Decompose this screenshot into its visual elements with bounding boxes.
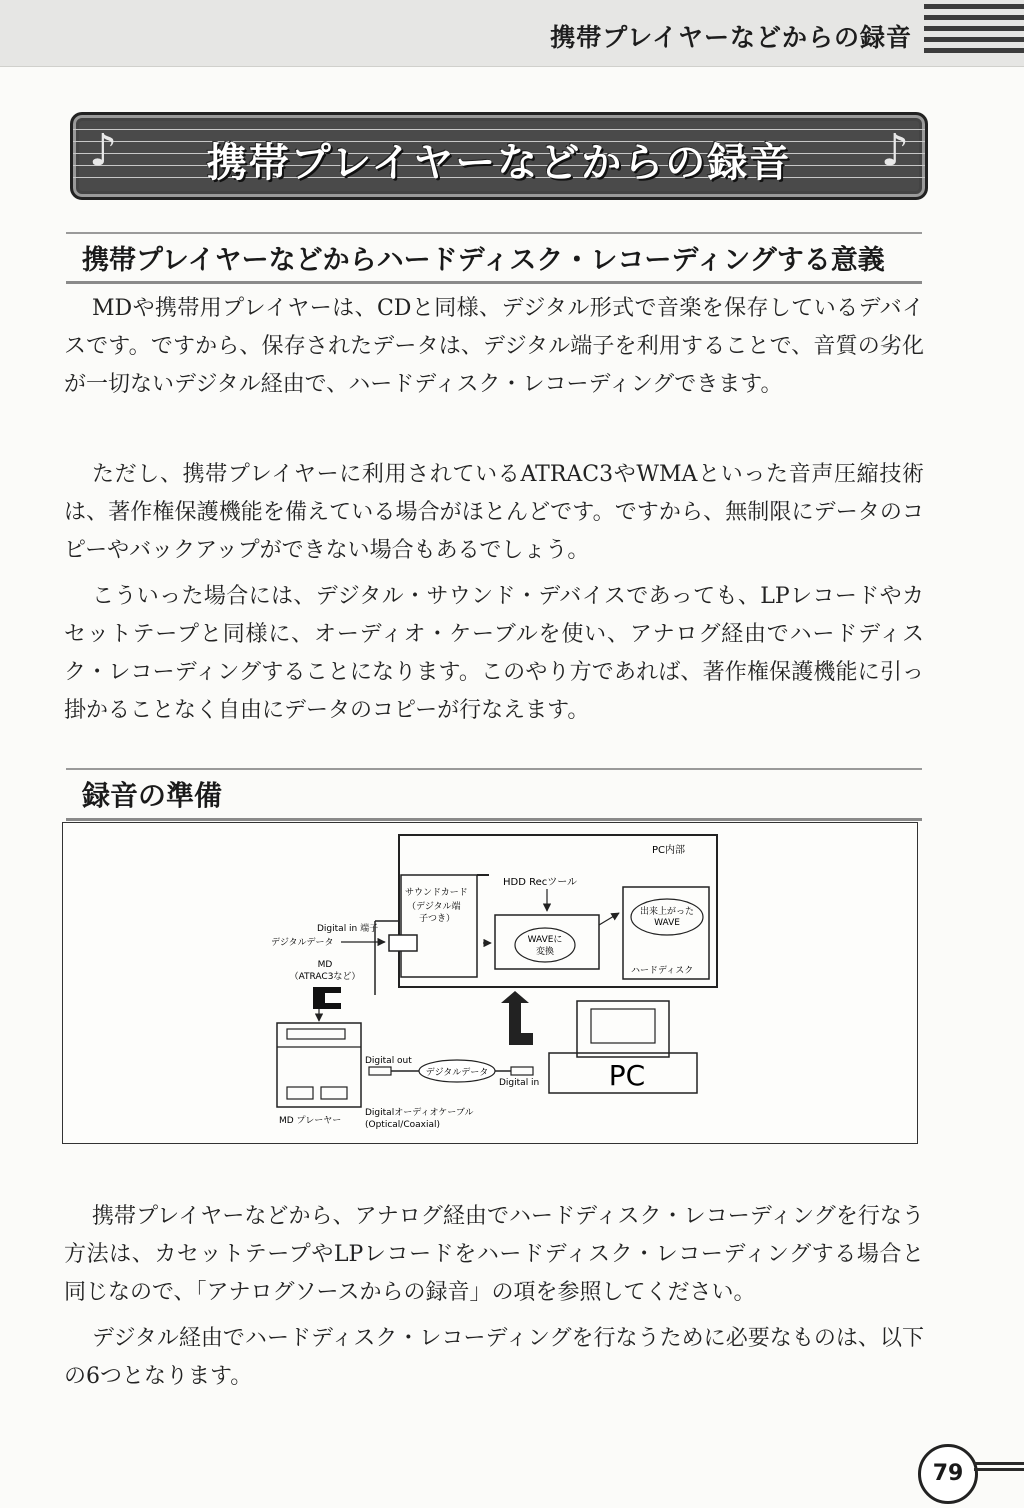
digital-in-terminal-label: Digital in 端子 <box>317 924 379 934</box>
diagram-svg <box>63 823 917 1143</box>
music-note-icon: ♪ <box>89 125 118 176</box>
page-number: 79 <box>918 1444 978 1504</box>
running-header <box>0 0 1024 67</box>
hard-disk-label: ハードディスク <box>631 966 694 976</box>
hdd-rec-tool-label: HDD Recツール <box>503 877 578 888</box>
pc-internal-label: PC内部 <box>651 845 685 856</box>
page-number-tab <box>974 1462 1024 1478</box>
recording-diagram <box>62 822 918 1144</box>
sound-card-label: 子つき） <box>419 914 456 924</box>
wave-convert-text: WAVEに <box>527 935 563 945</box>
paragraph-3: こういった場合には、デジタル・サウンド・デバイスであっても、LPレコードやカセットテープと同様に、オーディオ・ケーブルを使い、アナログ経由でハードディスク・レコーディングすることになります。このやり方であれば、著作権保護機能に引っ掛かることなく自由にデータのコピーが行なえます。 <box>64 584 924 723</box>
md-player-label: MD プレーヤー <box>279 1116 342 1126</box>
running-header-title: 携帯プレイヤーなどからの録音 <box>550 23 912 52</box>
cable-label: (Optical/Coaxial) <box>365 1120 440 1130</box>
digital-data-bubble-text: デジタルデータ <box>425 1068 489 1078</box>
paragraph-2: ただし、携帯プレイヤーに利用されているATRAC3やWMAといった音声圧縮技術は、著作権保護機能を備えている場合がほとんどです。ですから、無制限にデータのコピーやバックアップができない場合もあるでしょう。 <box>64 462 924 563</box>
finished-wave-text: WAVE <box>654 918 680 928</box>
section-heading-text: 携帯プレイヤーなどからハードディスク・レコーディングする意義 <box>82 245 885 276</box>
digital-in-label: Digital in <box>499 1078 540 1088</box>
cable-label: Digitalオーディオケーブル <box>365 1108 474 1118</box>
music-note-icon: ♪ <box>880 125 909 176</box>
pc-label: PC <box>608 1059 646 1092</box>
digital-in-port <box>389 935 417 951</box>
header-stripes <box>924 0 1024 66</box>
section-heading-significance <box>66 232 922 284</box>
md-player-device <box>277 1023 361 1107</box>
upload-arrow <box>501 991 533 1045</box>
finished-wave-bubble <box>631 899 703 935</box>
digital-out-label: Digital out <box>365 1056 412 1066</box>
finished-wave-text: 出来上がった <box>639 907 695 917</box>
sound-card-label: サウンドカード <box>405 888 468 898</box>
md-label: （ATRAC3など） <box>289 972 361 982</box>
digital-data-label: デジタルデータ <box>271 938 334 948</box>
chapter-title: 携帯プレイヤーなどからの録音 <box>206 140 792 186</box>
section-heading-preparation <box>66 768 922 821</box>
wave-convert-text: 変換 <box>535 947 555 957</box>
paragraph-1: MDや携帯用プレイヤーは、CDと同様、デジタル形式で音楽を保存しているデバイスです。ですから、保存されたデータは、デジタル端子を利用することで、音質の劣化が一切ないデジタル経由で、ハードディスク・レコーディングできます。 <box>64 296 924 397</box>
paragraph-4: 携帯プレイヤーなどから、アナログ経由でハードディスク・レコーディングを行なう方法は、カセットテープやLPレコードをハードディスク・レコーディングする場合と同じなので、「アナログソースからの録音」の項を参照してください。 <box>64 1204 924 1305</box>
section-heading-text: 録音の準備 <box>82 779 223 812</box>
chapter-banner <box>70 112 928 200</box>
sound-card-label: （デジタル端 <box>407 902 461 912</box>
md-label: MD <box>317 960 333 970</box>
paragraph-5: デジタル経由でハードディスク・レコーディングを行なうために必要なものは、以下の6つとなります。 <box>64 1326 924 1389</box>
